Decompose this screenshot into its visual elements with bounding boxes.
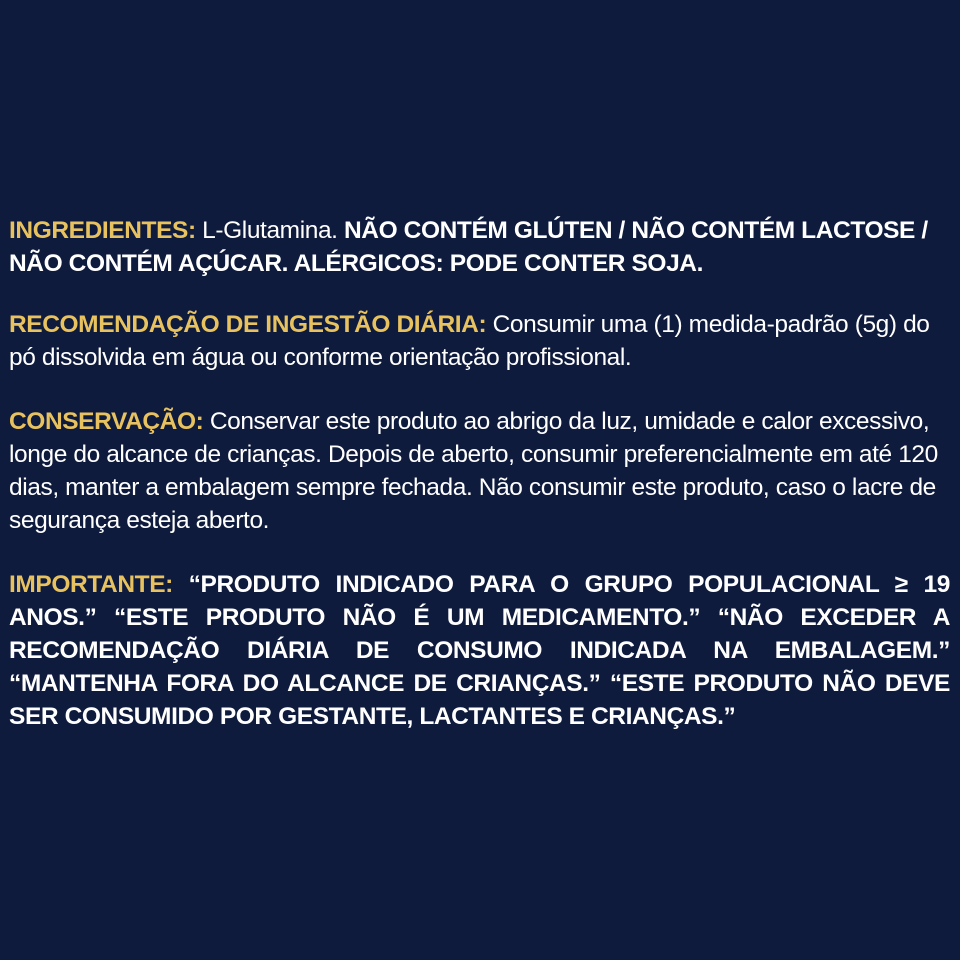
daily-intake-section	[9, 308, 950, 374]
important-text: “PRODUTO INDICADO PARA O GRUPO POPULACIONAL ≥ 19 ANOS.” “ESTE PRODUTO NÃO É UM MEDICAMENTO.” “NÃO EXCEDER A RECOMENDAÇÃO DIÁRIA DE CONSUMO INDICADA NA EMBALAGEM.” “MANTENHA FORA DO ALCANCE DE CRIANÇAS.” “ESTE PRODUTO NÃO DEVE SER CONSUMIDO POR GESTANTE, LACTANTES E CRIANÇAS.”	[9, 571, 950, 730]
daily-intake-label: RECOMENDAÇÃO DE INGESTÃO DIÁRIA:	[9, 311, 487, 338]
allergen-warnings: NÃO CONTÉM GLÚTEN / NÃO CONTÉM LACTOSE / NÃO CONTÉM AÇÚCAR. ALÉRGICOS: PODE CONTER SOJA.	[9, 217, 928, 277]
storage-label: CONSERVAÇÃO:	[9, 408, 204, 435]
ingredients-text: L-Glutamina.	[195, 217, 345, 244]
ingredients-section	[9, 214, 950, 280]
daily-intake-text: Consumir uma (1) medida-padrão (5g) do pó dissolvida em água ou conforme orientação profissional.	[9, 311, 930, 371]
ingredients-label: INGREDIENTES:	[9, 217, 196, 244]
storage-section	[9, 405, 950, 537]
storage-text: Conservar este produto ao abrigo da luz, umidade e calor excessivo, longe do alcance de crianças. Depois de aberto, consumir preferencialmente em até 120 dias, manter a embalagem sempre fechada. Não consumir este produto, caso o lacre de segurança esteja aberto.	[9, 408, 938, 534]
important-label: IMPORTANTE:	[9, 571, 173, 598]
important-section	[9, 568, 950, 733]
